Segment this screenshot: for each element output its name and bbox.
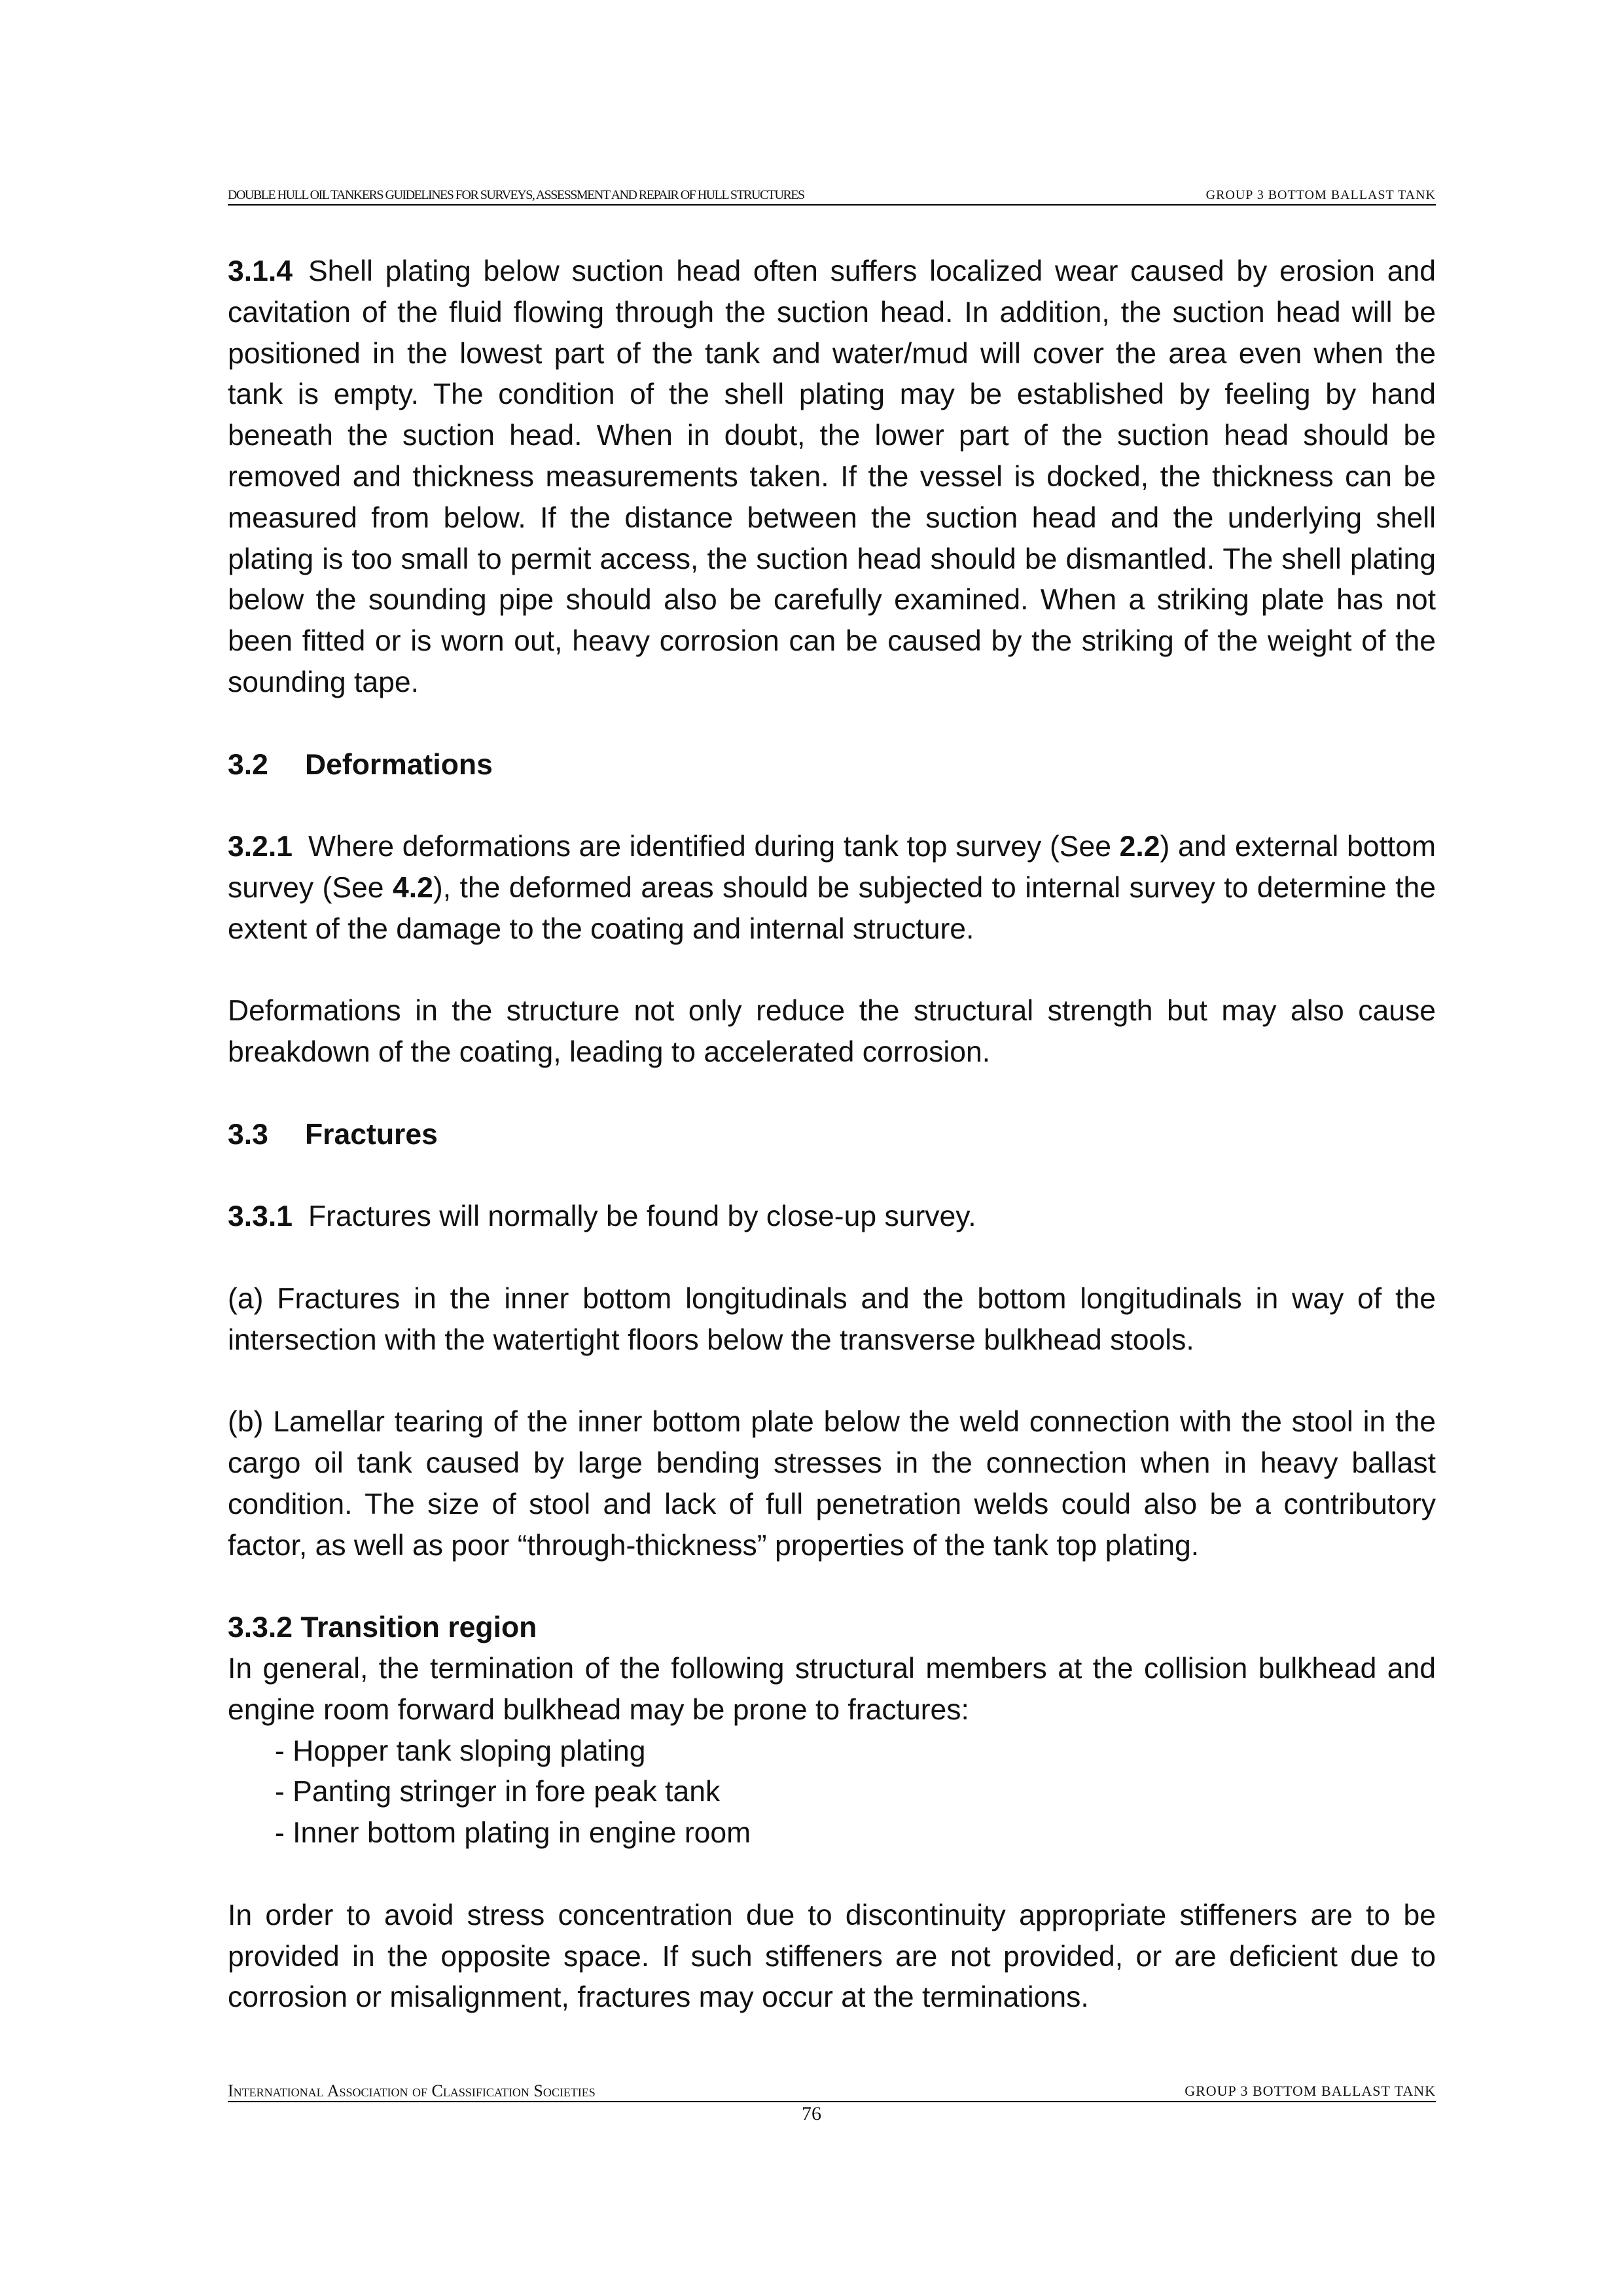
footer-section-title: GROUP 3 BOTTOM BALLAST TANK xyxy=(1185,2083,1436,2099)
list-item-b: (b) Lamellar tearing of the inner bottom plate below the weld connection with the stool in the cargo oil tank caused by large bending stresses in the connection when in heavy ballast condition. The size of stool and lack of full penetration welds could also be a contributory factor, as well as poor “through-thickness” properties of the tank top plating. xyxy=(228,1406,1436,1562)
header-section-title: GROUP 3 BOTTOM BALLAST TANK xyxy=(1205,188,1436,202)
text-run: ), the deformed areas should be subjected to internal survey to determine the extent of the damage to the coating and internal structure. xyxy=(228,871,1436,945)
paragraph-3-2-1 xyxy=(228,827,1436,950)
list-item-a: (a) Fractures in the inner bottom longitudinals and the bottom longitudinals in way of the intersection with the watertight floors below the transverse bulkhead stools. xyxy=(228,1282,1436,1356)
heading-title: Fractures xyxy=(305,1118,438,1151)
header-document-title: DOUBLE HULL OIL TANKERS GUIDELINES FOR SURVEYS, ASSESSMENT AND REPAIR OF HULL STRUCTURES xyxy=(228,188,804,202)
page-number: 76 xyxy=(802,2103,821,2125)
heading-3-2 xyxy=(228,745,1436,786)
text-run: Where deformations are identified during tank top survey (See xyxy=(308,831,1120,863)
heading-number: 3.2 xyxy=(228,748,268,781)
footer-organization: International Association of Classification Societies xyxy=(228,2081,596,2100)
paragraph-3-3-2-closing: In order to avoid stress concentration due to discontinuity appropriate stiffeners are to be provided in the opposite space. If such stiffeners are not provided, or are deficient due to corrosion or misalignment, fractures may occur at the terminations. xyxy=(228,1899,1436,2014)
heading-3-3 xyxy=(228,1115,1436,1156)
paragraph-text: Shell plating below suction head often suffers localized wear caused by erosion and cavitation of the fluid flowing through the suction head. In addition, the suction head will be positioned in the lowest part of the tank and water/mud will cover the area even when the tank is empty. The condition of the shell plating may be established by feeling by hand beneath the suction head. When in doubt, the lower part of the suction head should be removed and thickness measurements taken. If the vessel is docked, the thickness can be measured from below. If the distance between the suction head and the underlying shell plating is too small to permit access, the suction head should be dismantled. The shell plating below the sounding pipe should also be carefully examined. When a striking plate has not been fitted or is worn out, heavy corrosion can be caused by the striking of the weight of the sounding tape. xyxy=(228,255,1436,698)
bullet-item: - Panting stringer in fore peak tank xyxy=(275,1776,721,1808)
paragraph-3-1-4 xyxy=(228,251,1436,704)
heading-3-3-2: 3.3.2 Transition region xyxy=(228,1611,537,1644)
heading-title: Deformations xyxy=(305,748,493,781)
bullet-item: - Inner bottom plating in engine room xyxy=(275,1817,751,1850)
section-number: 3.3.1 xyxy=(228,1200,293,1233)
paragraph-3-3-1 xyxy=(228,1196,1436,1238)
bullet-item: - Hopper tank sloping plating xyxy=(275,1734,646,1767)
heading-number: 3.3 xyxy=(228,1118,268,1151)
section-number: 3.1.4 xyxy=(228,255,293,287)
cross-reference: 2.2 xyxy=(1119,831,1160,863)
page-body xyxy=(228,251,1436,2018)
running-footer xyxy=(228,2083,1436,2102)
section-number: 3.2.1 xyxy=(228,831,293,863)
paragraph-3-3-2-intro: In general, the termination of the following structural members at the collision bulkhead and engine room forward bulkhead may be prone to fractures: xyxy=(228,1653,1436,1726)
text-run: ) and external bottom survey (See xyxy=(228,831,1436,904)
running-header xyxy=(228,187,1436,206)
bullet-list xyxy=(228,1731,1436,1854)
paragraph-text: Fractures will normally be found by close-up survey. xyxy=(308,1200,976,1233)
cross-reference: 4.2 xyxy=(393,871,433,904)
paragraph-deformations: Deformations in the structure not only reduce the structural strength but may also cause breakdown of the coating, leading to accelerated corrosion. xyxy=(228,995,1436,1069)
